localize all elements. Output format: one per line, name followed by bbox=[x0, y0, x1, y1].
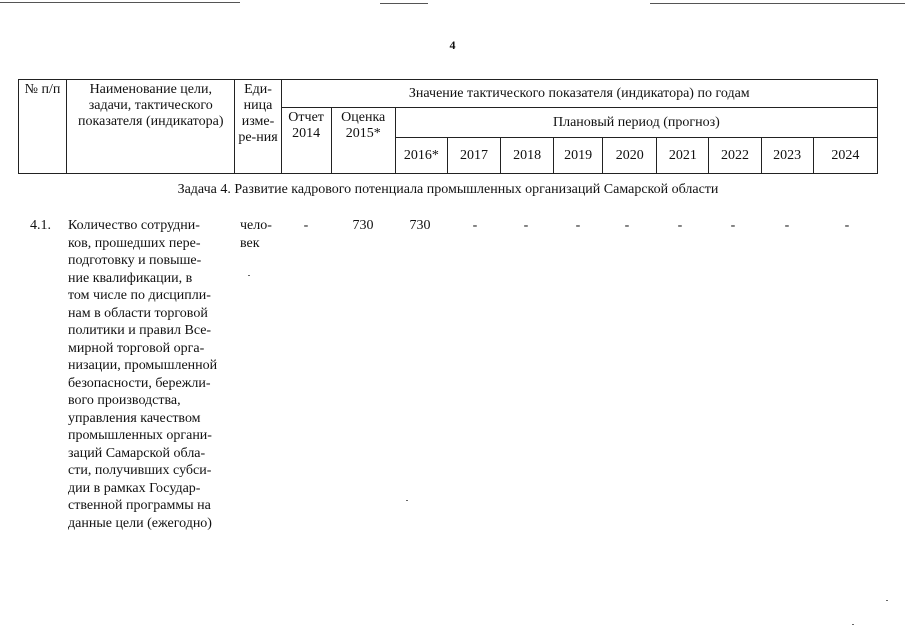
row-name-line: промышленных органи- bbox=[68, 428, 212, 443]
header-col-unit: Еди-ница изме-ре-ния bbox=[235, 80, 281, 174]
header-year: 2021 bbox=[657, 138, 709, 174]
row-value-2023: - bbox=[784, 218, 790, 233]
row-unit-line: век bbox=[240, 235, 260, 251]
row-name-line: заций Самарской обла- bbox=[68, 445, 206, 461]
header-col-name: Наименование цели, задачи, тактического показателя (индикатора) bbox=[67, 80, 235, 174]
row-name-line: данные цели (ежегодно) bbox=[68, 515, 212, 531]
row-name-line: подготовку и повыше- bbox=[68, 253, 202, 268]
row-value-2021: - bbox=[677, 218, 683, 233]
row-name-line: ков, прошедших пере- bbox=[68, 235, 201, 251]
row-name-line: политики и правил Все- bbox=[68, 323, 212, 338]
task-title: Задача 4. Развитие кадрового потенциала промышленных организаций Самарской области bbox=[177, 182, 719, 197]
row-unit bbox=[240, 217, 280, 252]
row-name-line: ние квалификации, в bbox=[68, 270, 193, 286]
scan-edge-line-right bbox=[650, 3, 905, 4]
scan-speck bbox=[406, 500, 408, 501]
header-year: 2016* bbox=[395, 138, 447, 174]
scan-edge-line-left bbox=[0, 2, 240, 3]
header-col-estimate: Оценка 2015* bbox=[331, 108, 395, 174]
header-col-values: Значение тактического показателя (индикатора) по годам bbox=[281, 80, 877, 108]
row-value-2017: - bbox=[472, 218, 478, 233]
header-col-report: Отчет 2014 bbox=[281, 108, 331, 174]
header-year: 2024 bbox=[813, 138, 877, 174]
row-name-line: том числе по дисципли- bbox=[68, 288, 211, 303]
header-year: 2023 bbox=[761, 138, 813, 174]
row-name-line: дии в рамках Государ- bbox=[68, 480, 201, 496]
row-value-estimate-2015: 730 bbox=[352, 218, 374, 233]
row-name-line: безопасности, бережли- bbox=[68, 375, 211, 391]
row-value-2020: - bbox=[624, 218, 630, 233]
row-name-line: мирной торговой орга- bbox=[68, 340, 205, 356]
page-number: 4 bbox=[449, 38, 456, 52]
header-year: 2019 bbox=[554, 138, 603, 174]
row-name-line: нам в области торговой bbox=[68, 305, 208, 321]
header-year: 2020 bbox=[603, 138, 657, 174]
scan-speck bbox=[248, 275, 250, 276]
header-year: 2018 bbox=[501, 138, 554, 174]
scan-speck bbox=[886, 600, 888, 601]
row-name-line: управления качеством bbox=[68, 410, 201, 426]
row-value-report-2014: - bbox=[303, 218, 309, 233]
row-value-2022: - bbox=[730, 218, 736, 233]
header-col-number: № п/п bbox=[19, 80, 67, 174]
indicator-table-header bbox=[18, 79, 878, 174]
row-value-2016: 730 bbox=[409, 218, 431, 233]
header-col-plan: Плановый период (прогноз) bbox=[395, 108, 877, 138]
scan-speck bbox=[852, 624, 854, 625]
row-name-line: ственной программы на bbox=[68, 498, 211, 513]
scan-edge-line-center bbox=[380, 3, 428, 4]
row-indicator-name bbox=[68, 217, 232, 532]
row-number: 4.1. bbox=[30, 218, 51, 233]
header-year: 2022 bbox=[709, 138, 761, 174]
row-name-line: вого производства, bbox=[68, 393, 181, 408]
row-name-line: сти, получивших субси- bbox=[68, 463, 212, 478]
row-value-2024: - bbox=[844, 218, 850, 233]
header-year: 2017 bbox=[447, 138, 500, 174]
row-name-line: Количество сотрудни- bbox=[68, 218, 200, 233]
row-name-line: низации, промышленной bbox=[68, 358, 218, 373]
row-unit-line: чело- bbox=[240, 218, 272, 233]
row-value-2018: - bbox=[523, 218, 529, 233]
row-value-2019: - bbox=[575, 218, 581, 233]
